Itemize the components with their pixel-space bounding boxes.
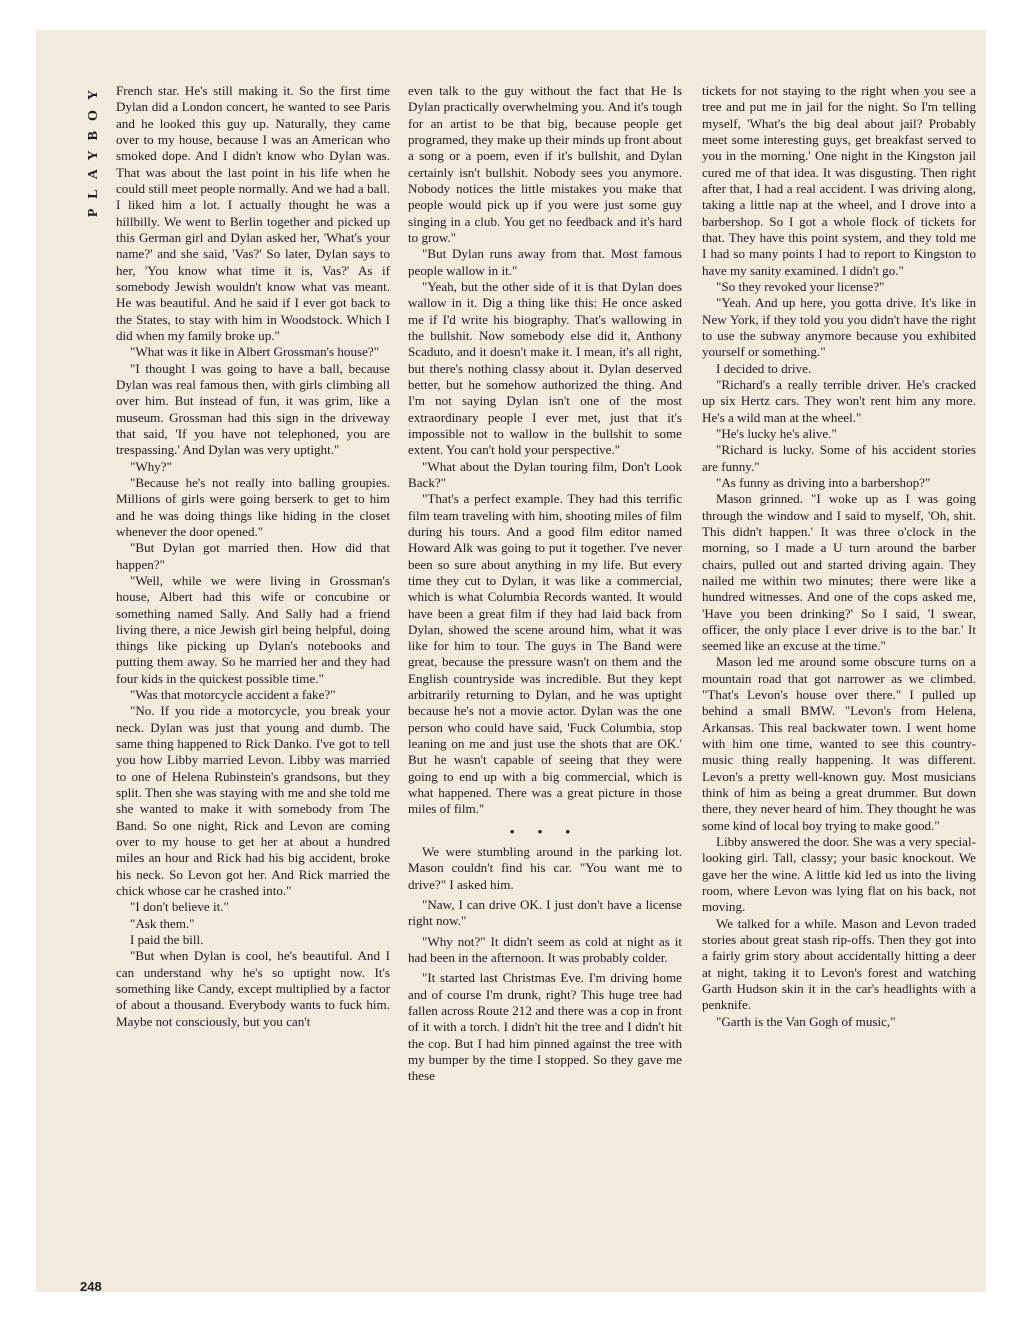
paragraph: Libby answered the door. She was a very special-looking girl. Tall, classy; your basic knockout. We gave her the wine. A little kid led us into the living room, where Levon was lying flat on his back, not moving. xyxy=(702,834,976,915)
text-column-1 xyxy=(116,83,390,1030)
text-column-3 xyxy=(702,83,976,1030)
text-column-2 xyxy=(408,83,682,1085)
paragraph: "Why?" xyxy=(130,458,172,474)
paragraph: French star. He's still making it. So the first time Dylan did a London concert, he wanted to see Paris and he looked this guy up. Naturally, they came over to my house, because I was an American who smoked dope. And I didn't know who Dylan was. That was about the last point in his life when he could still meet people normally. And we had a ball. I liked him a lot. I actually thought he was a hillbilly. We went to Berlin together and picked up this German girl and Dylan asked her, 'What's your name?' and she said, 'Vas?' So later, Dylan says to her, 'You know what time it is, Vas?' As if somebody Jewish wouldn't know what vas meant. He was beautiful. And he said if I ever got back to the States, to stay with him in Woodstock. Which I did when my family broke up." xyxy=(116,83,390,343)
paragraph: "Well, while we were living in Grossman's house, Albert had this wife or concubine or something named Sally. And Sally had a friend living there, a nice Jewish girl being helpful, doing things like picking up Dylan's notebooks and putting them away. So he married her and they had four kids in the quickest possible time." xyxy=(116,572,390,686)
paragraph: "Garth is the Van Gogh of music," xyxy=(716,1013,896,1029)
page-number: 248 xyxy=(80,1279,102,1294)
magazine-name: PLAYBOY xyxy=(86,80,101,218)
paragraph: "I don't believe it." xyxy=(130,899,229,915)
paragraph: "So they revoked your license?" xyxy=(716,278,885,294)
paragraph: We were stumbling around in the parking lot. Mason couldn't find his car. "You want me to drive?" I asked him. xyxy=(408,844,682,892)
paragraph: I decided to drive. xyxy=(716,360,812,376)
paragraph: even talk to the guy without the fact that He Is Dylan practically overwhelming you. And it's tough for an artist to be that big, because people get programed, they make up their minds up front about a song or a poem, even if it's bullshit, and Dylan certainly isn't bullshit. Nobody sees you anymore. Nobody notices the little mistakes you make that people would pick up if you were just some guy singing in a club. You get no feedback and it's hard to grow." xyxy=(408,83,682,245)
paragraph: "Yeah. And up here, you gotta drive. It's like in New York, if they told you you didn't have the right to use the subway anymore because you exhibited yourself or something." xyxy=(702,295,976,360)
paragraph: "Naw, I can drive OK. I just don't have a license right now." xyxy=(408,897,682,929)
paragraph: "As funny as driving into a barbershop?" xyxy=(716,474,931,490)
paragraph: "What was it like in Albert Grossman's house?" xyxy=(130,344,380,360)
paragraph: "Ask them." xyxy=(130,915,195,931)
paragraph: Mason led me around some obscure turns on a mountain road that got narrower as we climbed. "That's Levon's house over there." I pulled up behind a small BMW. "Levon's from Helena, Arkansas. This real backwater town. I went home with him one time, wanted to see this country-music thing really happening. It was different. Levon's a pretty well-known guy. Most musicians think of him as being a great drummer. But down there, they never heard of him. They thought he was some kind of local boy trying to make good." xyxy=(702,654,976,833)
paragraph: "He's lucky he's alive." xyxy=(716,425,837,441)
paragraph: "Yeah, but the other side of it is that Dylan does wallow in it. Dig a thing like this: He once asked me if I'd write his biography. That's wallowing in the bullshit. Now somebody else did it, Anthony Scaduto, and it doesn't make it. I mean, it's all right, but there's nothing classy about it. Dylan deserved better, but he somehow authorized the thing. And I'm not saying Dylan isn't one of the most extraordinary people I ever met, just that it's impossible not to wallow in the bullshit to some extent. You can't hold your perspective." xyxy=(408,278,682,458)
paragraph: "But Dylan got married then. How did that happen?" xyxy=(116,540,390,572)
paragraph: "That's a perfect example. They had this terrific film team traveling with him, shooting miles of film during his tours. And a good film editor named Howard Alk was going to put it together. I've never been so sure about anything in my life. But every time they cut to Dylan, it was like a commercial, which is what Columbia Records wanted. It would have been a great film if they had laid back from Dylan, showed the scene around him, what it was like for him to tour. The guys in The Band were great, because the pressure wasn't on them and the English countryside was incredible. But they kept arbitrarily returning to Dylan, and he was uptight because he's not a movie actor. Dylan was the one person who could have said, 'Fuck Columbia, stop leaning on me and just use the shots that are OK.' But he wasn't capable of seeing that they were going to end up with a big commercial, which is what happened. There was a great picture in those miles of film." xyxy=(408,491,682,817)
paragraph: tickets for not staying to the right when you see a tree and put me in jail for the night. So I'm telling myself, 'What's the big deal about jail? Probably meet some interesting guys, get breakfast served to you in the morning.' One night in the Kingston jail cured me of that idea. It was disgusting. Then right after that, I had a real accident. I was driving along, taking a little nap at the wheel, and I drove into a barbershop. So I got a whole flock of tickets for that. They have this point system, and they told me I had so many points I had to report to Kingston to have my sanity examined. I didn't go." xyxy=(702,83,976,278)
paragraph: "No. If you ride a motorcycle, you break your neck. Dylan was just that young and dumb. The same thing happened to Rick Danko. I've got to tell you how Libby married Levon. Libby was married to one of Helena Rubinstein's grandsons, but they split. Then she was staying with me and she told me she wanted to make it with somebody from The Band. So one night, Rick and Levon are coming over to my house to get her at about a hundred miles an hour and Rick had his big accident, broke his neck. So Levon got her. And Rick married the chick whose car he crashed into." xyxy=(116,703,390,899)
paragraph: "What about the Dylan touring film, Don't Look Back?" xyxy=(408,458,682,490)
paragraph: "It started last Christmas Eve. I'm driving home and of course I'm drunk, right? This huge tree had fallen across Route 212 and there was a cop in front of it with a torch. I didn't hit the tree and I didn't hit the cop. But I had him pinned against the tree with my bumper by the time I stopped. So they gave me these xyxy=(408,970,682,1084)
paragraph: "Was that motorcycle accident a fake?" xyxy=(130,687,336,703)
paragraph: "But when Dylan is cool, he's beautiful. And I can understand why he's so uptight now. It's something like Candy, except multiplied by a factor of about a thousand. Everybody wants to fuck him. Maybe not consciously, but you can't xyxy=(116,948,390,1029)
paragraph: Mason grinned. "I woke up as I was going through the window and I said to myself, 'Oh, shit. This didn't happen.' It was three o'clock in the morning, so I made a U turn around the barber chairs, pulled out and started driving again. They nailed me within two minutes; there were like a hundred witnesses. And one of the cops asked me, 'Have you been drinking?' So I said, 'I swear, officer, the only place I ever drive is to the bar.' It seemed like an excuse at the time." xyxy=(702,491,976,654)
magazine-page xyxy=(36,30,986,1292)
paragraph: "But Dylan runs away from that. Most famous people wallow in it." xyxy=(408,246,682,278)
paragraph: "I thought I was going to have a ball, because Dylan was real famous then, with girls climbing all over him. But instead of fun, it was grim, like a museum. Grossman had this sign in the driveway that said, 'If you have not telephoned, you are trespassing.' And Dylan was very uptight." xyxy=(116,360,390,458)
paragraph: We talked for a while. Mason and Levon traded stories about great stash rip-offs. Then they got into a fairly grim story about accidentally hitting a deer at night, taking it to Levon's forest and watching Garth Hudson skin it in the car's headlights with a penknife. xyxy=(702,915,976,1013)
paragraph: "Why not?" It didn't seem as cold at night as it had been in the afternoon. It was probably colder. xyxy=(408,933,682,966)
paragraph: I paid the bill. xyxy=(130,932,204,948)
section-separator: • • • xyxy=(509,823,581,839)
paragraph: "Richard's a really terrible driver. He's cracked up six Hertz cars. They won't rent him any more. He's a wild man at the wheel." xyxy=(702,376,976,425)
paragraph: "Richard is lucky. Some of his accident stories are funny." xyxy=(702,442,976,474)
paragraph: "Because he's not really into balling groupies. Millions of girls were going berserk to get to him and he was doing things like hiding in the closet whenever the door opened." xyxy=(116,474,390,539)
